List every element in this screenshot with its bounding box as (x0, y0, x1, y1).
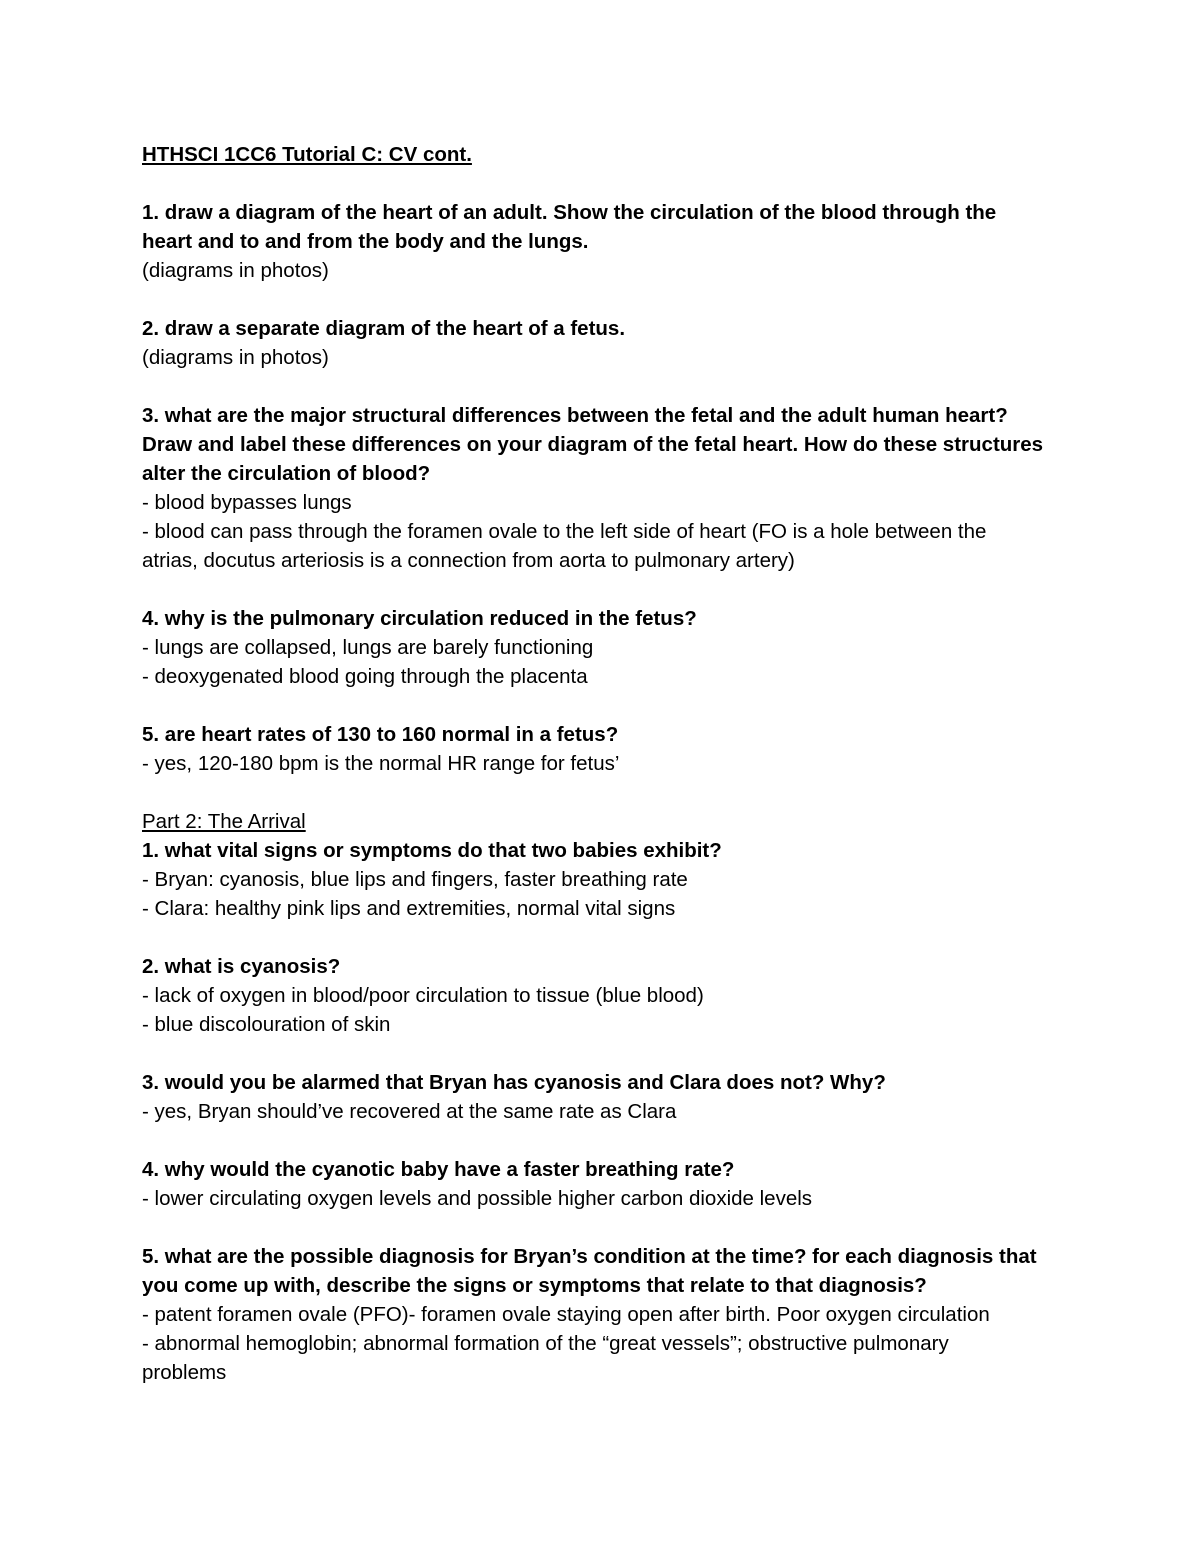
question-text: 1. draw a diagram of the heart of an adult. Show the circulation of the blood through the (142, 201, 997, 224)
question-block (142, 401, 1082, 575)
question-block (142, 952, 1082, 1039)
question-text: 3. what are the major structural differences between the fetal and the adult human heart? (142, 404, 1008, 427)
answer-text: - patent foramen ovale (PFO)- foramen ovale staying open after birth. Poor oxygen circulation (142, 1303, 990, 1326)
answer-text: - blood bypasses lungs (142, 491, 352, 514)
spacer (142, 778, 1082, 807)
question-text: alter the circulation of blood? (142, 462, 431, 485)
spacer (142, 1213, 1082, 1242)
question-text: 5. are heart rates of 130 to 160 normal in a fetus? (142, 723, 619, 746)
spacer (142, 372, 1082, 401)
question-text: 5. what are the possible diagnosis for Bryan’s condition at the time? for each diagnosis that (142, 1245, 1037, 1268)
answer-text: - yes, Bryan should’ve recovered at the same rate as Clara (142, 1100, 677, 1123)
question-text: 2. what is cyanosis? (142, 955, 341, 978)
document-title: HTHSCI 1CC6 Tutorial C: CV cont. (142, 143, 472, 166)
answer-text: - lungs are collapsed, lungs are barely functioning (142, 636, 594, 659)
spacer (142, 691, 1082, 720)
answer-text: (diagrams in photos) (142, 259, 329, 282)
part2-section (142, 836, 1082, 1387)
question-block (142, 1155, 1082, 1213)
spacer (142, 923, 1082, 952)
question-text: 4. why is the pulmonary circulation reduced in the fetus? (142, 607, 697, 630)
spacer (142, 285, 1082, 314)
answer-text: - lack of oxygen in blood/poor circulation to tissue (blue blood) (142, 984, 704, 1007)
answer-text: - blue discolouration of skin (142, 1013, 391, 1036)
question-text: heart and to and from the body and the lungs. (142, 230, 589, 253)
answer-text: - blood can pass through the foramen ovale to the left side of heart (FO is a hole between the (142, 520, 987, 543)
question-block (142, 720, 1082, 778)
question-text: 2. draw a separate diagram of the heart of a fetus. (142, 317, 626, 340)
question-text: 3. would you be alarmed that Bryan has cyanosis and Clara does not? Why? (142, 1071, 886, 1094)
question-block (142, 1242, 1082, 1387)
question-block (142, 836, 1082, 923)
answer-text: - deoxygenated blood going through the placenta (142, 665, 588, 688)
answer-text: - Clara: healthy pink lips and extremities, normal vital signs (142, 897, 676, 920)
question-block (142, 1068, 1082, 1126)
answer-text: (diagrams in photos) (142, 346, 329, 369)
question-text: Draw and label these differences on your diagram of the fetal heart. How do these structures (142, 433, 1044, 456)
answer-text: - Bryan: cyanosis, blue lips and fingers, faster breathing rate (142, 868, 688, 891)
part2-heading: Part 2: The Arrival (142, 810, 306, 833)
question-text: 4. why would the cyanotic baby have a faster breathing rate? (142, 1158, 735, 1181)
question-text: 1. what vital signs or symptoms do that two babies exhibit? (142, 839, 722, 862)
question-block (142, 314, 1082, 372)
question-text: you come up with, describe the signs or symptoms that relate to that diagnosis? (142, 1274, 927, 1297)
spacer (142, 575, 1082, 604)
part1-section (142, 198, 1082, 807)
answer-text: atrias, docutus arteriosis is a connection from aorta to pulmonary artery) (142, 549, 795, 572)
spacer (142, 1039, 1082, 1068)
spacer (142, 169, 1082, 198)
answer-text: - abnormal hemoglobin; abnormal formation of the “great vessels”; obstructive pulmonary (142, 1332, 949, 1355)
answer-text: problems (142, 1361, 227, 1384)
answer-text: - yes, 120-180 bpm is the normal HR range for fetus’ (142, 752, 620, 775)
question-block (142, 604, 1082, 691)
document-page (142, 140, 1082, 1387)
question-block (142, 198, 1082, 285)
answer-text: - lower circulating oxygen levels and possible higher carbon dioxide levels (142, 1187, 813, 1210)
spacer (142, 1126, 1082, 1155)
